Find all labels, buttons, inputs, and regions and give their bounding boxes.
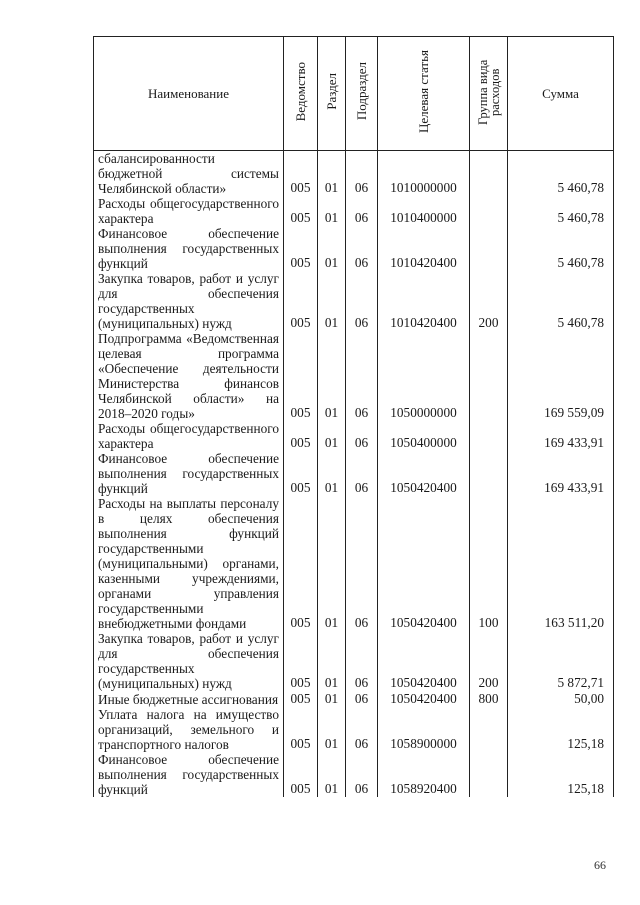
row-group: 100	[470, 496, 508, 631]
row-subsection: 06	[346, 196, 378, 226]
row-subsection: 06	[346, 271, 378, 331]
row-department: 005	[284, 752, 318, 797]
table-row	[94, 451, 614, 496]
row-sum: 5 460,78	[508, 226, 614, 271]
row-name: сбалансированности бюджетной системы Челябинской области»	[94, 151, 284, 197]
row-group	[470, 752, 508, 797]
row-department: 005	[284, 691, 318, 707]
row-section: 01	[318, 151, 346, 197]
row-sum: 169 559,09	[508, 331, 614, 421]
table-row	[94, 331, 614, 421]
row-section: 01	[318, 451, 346, 496]
header-subsection: Подраздел	[346, 37, 378, 151]
table-row	[94, 421, 614, 451]
row-department: 005	[284, 707, 318, 752]
table-row	[94, 707, 614, 752]
row-group	[470, 226, 508, 271]
row-group: 200	[470, 271, 508, 331]
row-name: Расходы на выплаты персоналу в целях обеспечения выполнения функций государственными (муниципальными) органами, казенными учреждениями, органами управления государственными внебюджетными фондами	[94, 496, 284, 631]
row-target: 1050420400	[378, 451, 470, 496]
row-subsection: 06	[346, 691, 378, 707]
row-target: 1058900000	[378, 707, 470, 752]
row-section: 01	[318, 226, 346, 271]
row-group: 800	[470, 691, 508, 707]
row-target: 1050420400	[378, 691, 470, 707]
row-department: 005	[284, 196, 318, 226]
row-department: 005	[284, 226, 318, 271]
row-name: Закупка товаров, работ и услуг для обеспечения государственных (муниципальных) нужд	[94, 271, 284, 331]
row-department: 005	[284, 271, 318, 331]
row-subsection: 06	[346, 226, 378, 271]
row-group: 200	[470, 631, 508, 691]
row-sum: 5 460,78	[508, 196, 614, 226]
header-row	[94, 37, 614, 151]
row-name: Финансовое обеспечение выполнения государственных функций	[94, 226, 284, 271]
row-department: 005	[284, 496, 318, 631]
row-department: 005	[284, 421, 318, 451]
table-row	[94, 496, 614, 631]
row-section: 01	[318, 691, 346, 707]
table-row	[94, 271, 614, 331]
row-name: Закупка товаров, работ и услуг для обеспечения государственных (муниципальных) нужд	[94, 631, 284, 691]
row-subsection: 06	[346, 496, 378, 631]
row-name: Финансовое обеспечение выполнения государственных функций	[94, 451, 284, 496]
row-target: 1010000000	[378, 151, 470, 197]
table-row	[94, 151, 614, 197]
row-section: 01	[318, 496, 346, 631]
row-sum: 50,00	[508, 691, 614, 707]
header-section: Раздел	[318, 37, 346, 151]
row-name: Финансовое обеспечение выполнения государственных функций	[94, 752, 284, 797]
row-target: 1010400000	[378, 196, 470, 226]
header-sum: Сумма	[508, 37, 614, 151]
row-group	[470, 421, 508, 451]
row-target: 1050420400	[378, 496, 470, 631]
row-sum: 5 460,78	[508, 271, 614, 331]
row-name: Расходы общегосударственного характера	[94, 196, 284, 226]
row-section: 01	[318, 707, 346, 752]
row-subsection: 06	[346, 421, 378, 451]
row-group	[470, 331, 508, 421]
row-target: 1010420400	[378, 226, 470, 271]
header-group: Группа вида расходов	[470, 37, 508, 151]
row-target: 1010420400	[378, 271, 470, 331]
row-target: 1050420400	[378, 631, 470, 691]
table-row	[94, 691, 614, 707]
header-department: Ведомство	[284, 37, 318, 151]
row-section: 01	[318, 421, 346, 451]
row-subsection: 06	[346, 331, 378, 421]
header-target: Целевая статья	[378, 37, 470, 151]
row-name: Расходы общегосударственного характера	[94, 421, 284, 451]
row-sum: 169 433,91	[508, 451, 614, 496]
row-section: 01	[318, 752, 346, 797]
page-number: 66	[594, 858, 606, 872]
row-sum: 5 872,71	[508, 631, 614, 691]
row-target: 1058920400	[378, 752, 470, 797]
row-sum: 125,18	[508, 752, 614, 797]
row-subsection: 06	[346, 631, 378, 691]
row-group	[470, 151, 508, 197]
table-row	[94, 226, 614, 271]
table-row	[94, 196, 614, 226]
row-section: 01	[318, 271, 346, 331]
row-target: 1050400000	[378, 421, 470, 451]
row-subsection: 06	[346, 707, 378, 752]
row-department: 005	[284, 151, 318, 197]
row-name: Иные бюджетные ассигнования	[94, 691, 284, 707]
row-subsection: 06	[346, 151, 378, 197]
row-department: 005	[284, 331, 318, 421]
budget-table	[93, 36, 614, 797]
row-department: 005	[284, 451, 318, 496]
row-subsection: 06	[346, 451, 378, 496]
row-name: Уплата налога на имущество организаций, земельного и транспортного налогов	[94, 707, 284, 752]
table-row	[94, 631, 614, 691]
header-name: Наименование	[94, 37, 284, 151]
row-group	[470, 451, 508, 496]
row-sum: 5 460,78	[508, 151, 614, 197]
row-sum: 169 433,91	[508, 421, 614, 451]
row-group	[470, 196, 508, 226]
row-section: 01	[318, 196, 346, 226]
row-sum: 125,18	[508, 707, 614, 752]
row-section: 01	[318, 631, 346, 691]
row-group	[470, 707, 508, 752]
row-section: 01	[318, 331, 346, 421]
table-row	[94, 752, 614, 797]
row-sum: 163 511,20	[508, 496, 614, 631]
row-target: 1050000000	[378, 331, 470, 421]
row-department: 005	[284, 631, 318, 691]
row-subsection: 06	[346, 752, 378, 797]
row-name: Подпрограмма «Ведомственная целевая программа «Обеспечение деятельности Министерства финансов Челябинской области» на 2018–2020 годы»	[94, 331, 284, 421]
